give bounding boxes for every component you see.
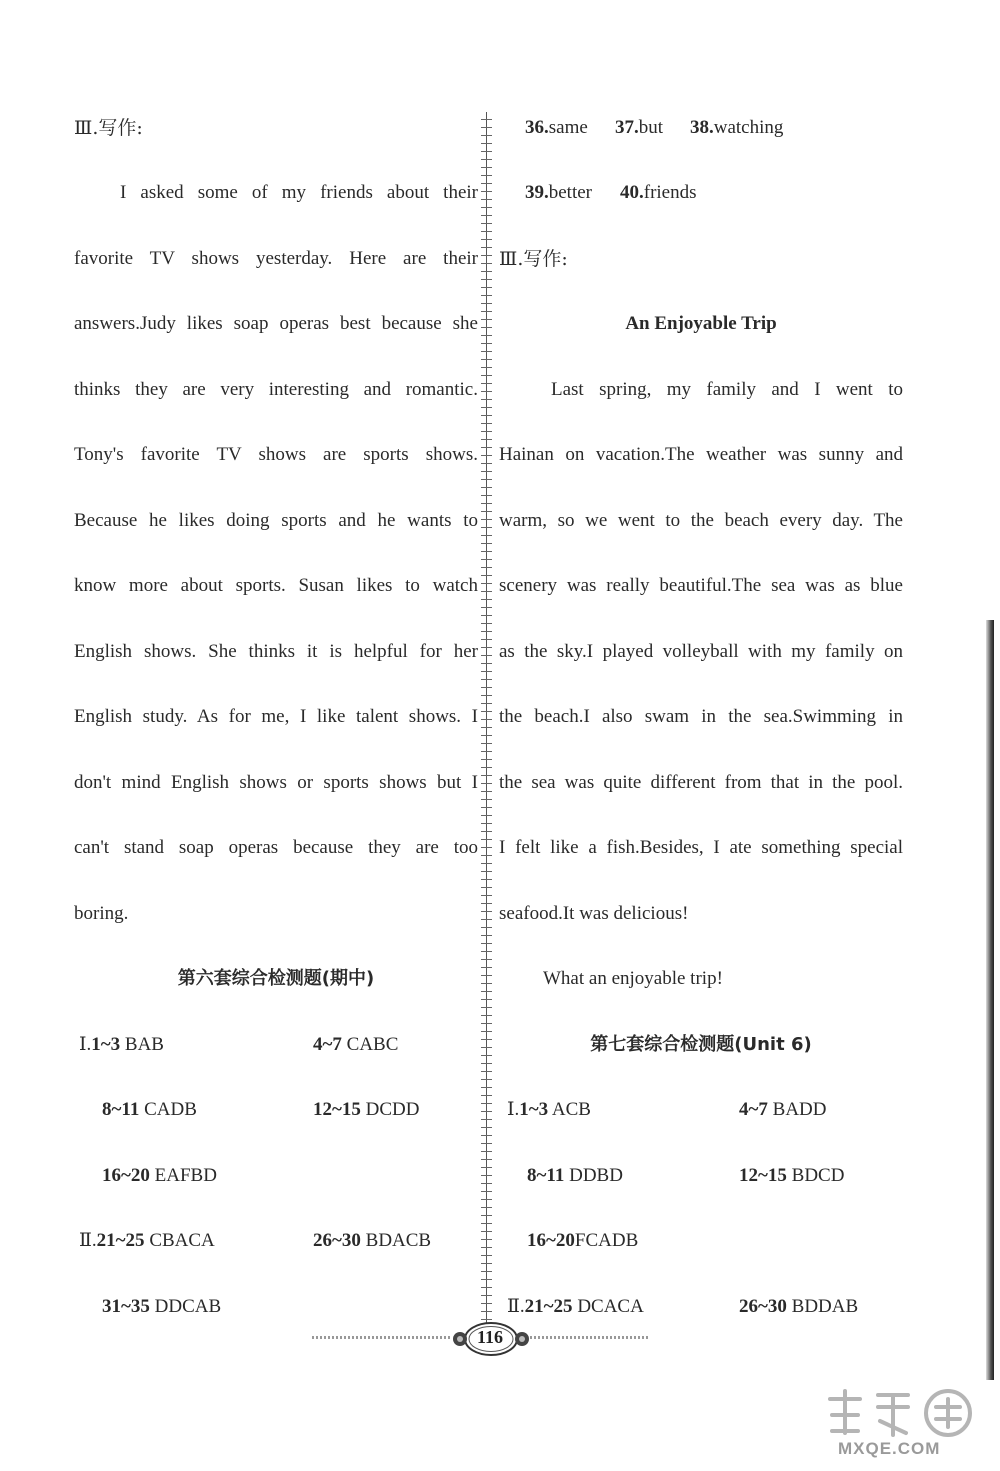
essay-line: boring.: [74, 903, 129, 924]
essay-title: An Enjoyable Trip: [625, 313, 777, 334]
answer-item: 26~30 BDACB: [313, 1230, 432, 1251]
answer-item: 12~15 DCDD: [313, 1099, 420, 1120]
answer-item: 8~11 DDBD: [527, 1165, 623, 1186]
scan-edge-shadow: [986, 620, 994, 1380]
answer-item: Ⅰ.1~3 BAB: [79, 1034, 164, 1055]
answer-item: 26~30 BDDAB: [739, 1296, 859, 1317]
essay-line: scenery was really beautiful.The sea was as blue: [499, 575, 903, 596]
essay-line: Hainan on vacation.The weather was sunny and: [499, 444, 903, 465]
answer-item: Ⅱ.21~25 CBACA: [79, 1230, 215, 1251]
section-title: 第七套综合检测题(Unit 6): [590, 1034, 812, 1055]
writing-heading: Ⅲ.写作:: [499, 248, 568, 270]
cloze-answer: 37.but: [615, 117, 664, 138]
watermark-logo-icon: [820, 1385, 990, 1441]
essay-line: the beach.I also swam in the sea.Swimming in: [499, 706, 903, 727]
footer-ornament-left: [312, 1336, 452, 1339]
essay-line: favorite TV shows yesterday. Here are their: [74, 248, 478, 269]
essay-line: can't stand soap operas because they are too: [74, 837, 478, 858]
cloze-answer: 40.friends: [620, 182, 697, 203]
essay-line: know more about sports. Susan likes to watch: [74, 575, 478, 596]
answer-item: Ⅰ.1~3 ACB: [507, 1099, 591, 1120]
writing-heading: Ⅲ.写作:: [74, 117, 143, 139]
divider-ticks: [481, 112, 492, 1327]
essay-line: What an enjoyable trip!: [543, 968, 723, 989]
cloze-answer: 39.better: [525, 182, 593, 203]
essay-line: warm, so we went to the beach every day. The: [499, 510, 903, 531]
cloze-answer: 36.same: [525, 117, 588, 138]
essay-line: Last spring, my family and I went to: [551, 379, 903, 400]
answer-item: 8~11 CADB: [102, 1099, 197, 1120]
essay-line: answers.Judy likes soap operas best because she: [74, 313, 478, 334]
essay-line: I felt like a fish.Besides, I ate something special: [499, 837, 903, 858]
answer-item: 4~7 CABC: [313, 1034, 399, 1055]
answer-item: 16~20FCADB: [527, 1230, 639, 1251]
essay-line: English shows. She thinks it is helpful for her: [74, 641, 478, 662]
watermark-text: MXQE.COM: [838, 1439, 941, 1458]
answer-item: 4~7 BADD: [739, 1099, 827, 1120]
answer-item: 16~20 EAFBD: [102, 1165, 217, 1186]
cloze-answer: 38.watching: [690, 117, 784, 138]
essay-line: thinks they are very interesting and romantic.: [74, 379, 478, 400]
essay-line: Tony's favorite TV shows are sports shows.: [74, 444, 478, 465]
watermark: [820, 1385, 990, 1465]
section-title: 第六套综合检测题(期中): [177, 968, 375, 989]
answer-item: Ⅱ.21~25 DCACA: [507, 1296, 644, 1317]
answer-item: 31~35 DDCAB: [102, 1296, 222, 1317]
essay-line: don't mind English shows or sports shows but I: [74, 772, 478, 793]
essay-line: as the sky.I played volleyball with my family on: [499, 641, 903, 662]
essay-line: the sea was quite different from that in the pool.: [499, 772, 903, 793]
essay-line: English study. As for me, I like talent shows. I: [74, 706, 478, 727]
answer-item: 12~15 BDCD: [739, 1165, 845, 1186]
essay-line: I asked some of my friends about their: [120, 182, 478, 203]
page-number: 116: [476, 1327, 503, 1347]
essay-line: seafood.It was delicious!: [499, 903, 689, 924]
footer-ornament-right: [530, 1336, 650, 1339]
essay-line: Because he likes doing sports and he wants to: [74, 510, 478, 531]
